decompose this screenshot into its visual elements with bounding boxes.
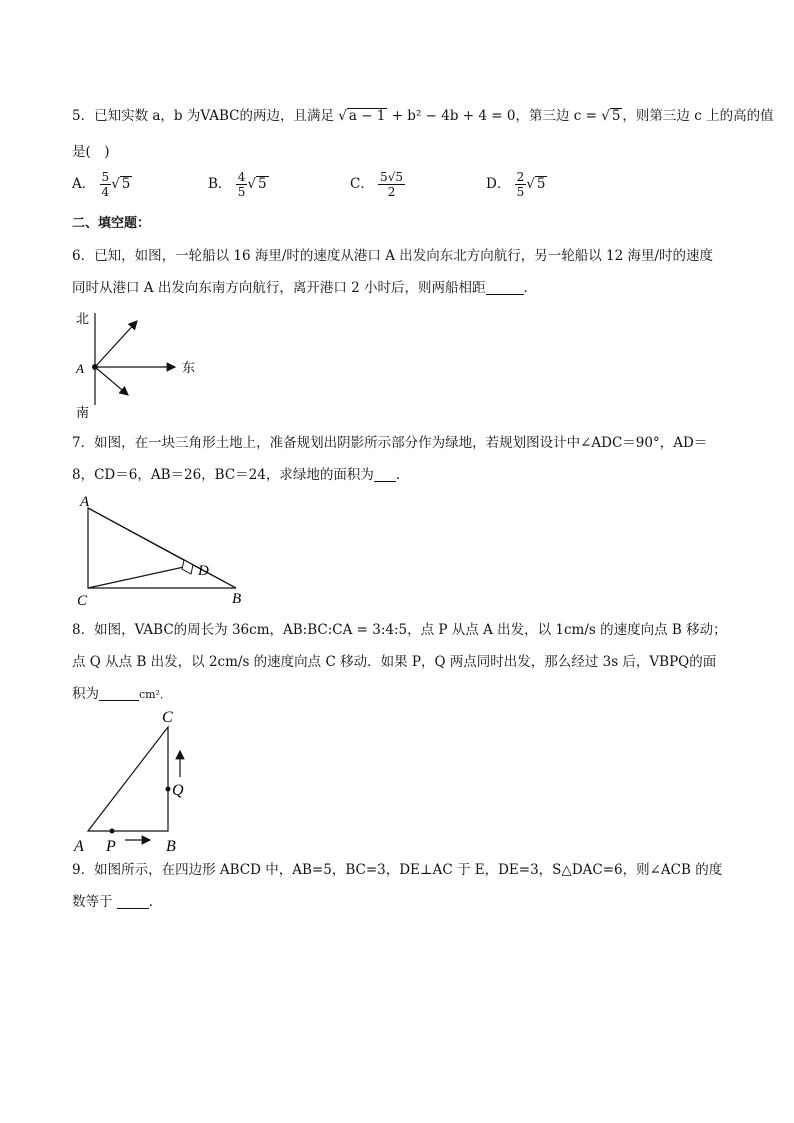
point-q: [166, 787, 171, 792]
label-a: A: [80, 494, 90, 510]
label-d: D: [198, 563, 209, 579]
option-radicand: 5: [536, 176, 546, 192]
q9-line2: [72, 892, 162, 912]
q7-line1: 7．如图，在一块三角形土地上，准备规划出阴影所示部分作为绿地，若规划图设计中∠ADC＝90°，AD＝: [72, 435, 708, 451]
label-b: B: [232, 591, 242, 607]
q8-line1: 8．如图，VABC的周长为 36cm，AB:BC:CA = 3:4:5，点 P 从点 A 出发，以 1cm/s 的速度向点 B 移动；: [72, 622, 727, 638]
northeast-arrow: [95, 321, 137, 367]
north-label: 北: [76, 311, 90, 326]
q9-text: 数等于: [72, 894, 113, 910]
q5-line2: 是( ): [72, 144, 110, 160]
option-label: B．: [208, 176, 232, 192]
q5-option-b[interactable]: B． $\frac{4}{5}$ √ 5: [208, 170, 267, 199]
label-q: Q: [172, 782, 184, 799]
q7-end: ．: [395, 467, 410, 483]
option-fraction: $\frac{5}{4}$: [101, 170, 110, 199]
q5-radicand: a − 1: [348, 108, 386, 124]
label-c: C: [77, 593, 88, 609]
q7-line2: [72, 465, 409, 485]
q5-option-a[interactable]: A． $\frac{5}{4}$ √ 5: [72, 170, 131, 199]
q6-line2: [72, 278, 537, 298]
option-label: C．: [350, 176, 374, 192]
q7-triangle-figure: [70, 490, 260, 610]
q8-line3: [72, 684, 171, 705]
option-radicand: 5: [121, 176, 131, 192]
q8-text: 积为: [72, 686, 99, 702]
q6-text: 同时从港口 A 出发向东南方向航行，离开港口 2 小时后，则两船相距: [72, 280, 486, 296]
q8-line2: 点 Q 从点 B 出发，以 2cm/s 的速度向点 C 移动．如果 P，Q 两点同时出发，那么经过 3s 后，VBPQ的面: [72, 654, 717, 670]
q7-text: 8，CD＝6，AB＝26，BC＝24，求绿地的面积为: [72, 467, 374, 483]
south-label: 南: [76, 405, 90, 420]
option-fraction: $\frac{5√5}{2}$: [380, 170, 404, 199]
segments-cd-da: [88, 508, 193, 588]
option-label: A．: [72, 176, 96, 192]
east-label: 东: [182, 360, 196, 375]
triangle-abc: [88, 727, 168, 831]
point-a-label: A: [76, 361, 84, 376]
port-point: [92, 364, 98, 370]
option-fraction: $\frac{4}{5}$: [237, 170, 246, 199]
q5-equation-rest: + b² − 4b + 4 = 0: [391, 108, 516, 124]
q6-line1: 6．已知，如图，一轮船以 16 海里/时的速度从港口 A 出发向东北方向航行，另一轮船以 12 海里/时的速度: [72, 248, 714, 264]
q5-option-d[interactable]: D． $\frac{2}{5}$ √ 5: [486, 170, 546, 199]
q5-sqrt-sign: √: [338, 108, 347, 124]
q9-line1: 9．如图所示，在四边形 ABCD 中，AB=5，BC=3，DE⊥AC 于 E，DE=3，S△DAC=6，则∠ACB 的度: [72, 862, 723, 878]
right-angle-mark: [182, 560, 193, 574]
q5-suffix: ，则第三边 c 上的高的值: [622, 108, 774, 124]
q6-end: ．: [523, 280, 538, 296]
option-fraction: $\frac{2}{5}$: [516, 170, 525, 199]
label-p: P: [106, 838, 116, 855]
q6-answer-blank[interactable]: [486, 280, 524, 295]
q9-answer-blank[interactable]: [117, 894, 149, 909]
q5-line1: [72, 106, 774, 126]
option-radicand: 5: [257, 176, 267, 192]
q8-triangle-figure: [70, 705, 200, 857]
q7-answer-blank[interactable]: [374, 467, 396, 482]
q9-end: ．: [148, 894, 163, 910]
q5-option-c[interactable]: [350, 170, 405, 199]
label-c: C: [162, 709, 173, 726]
option-label: D．: [486, 176, 511, 192]
q5-c-radicand: 5: [611, 108, 621, 124]
label-b: B: [166, 838, 176, 855]
southeast-arrow: [95, 367, 128, 395]
q8-unit: cm²．: [139, 688, 172, 701]
q5-mid: ，第三边 c =: [515, 108, 597, 124]
section-heading: 二、填空题：: [72, 216, 151, 231]
label-a: A: [74, 838, 84, 855]
q5-prefix: 5．已知实数 a，b 为VABC的两边，且满足: [72, 108, 334, 124]
q8-answer-blank[interactable]: [99, 686, 139, 701]
q6-compass-figure: [70, 305, 210, 420]
q5-c-sqrt-sign: √: [601, 108, 610, 124]
point-p: [110, 829, 115, 834]
